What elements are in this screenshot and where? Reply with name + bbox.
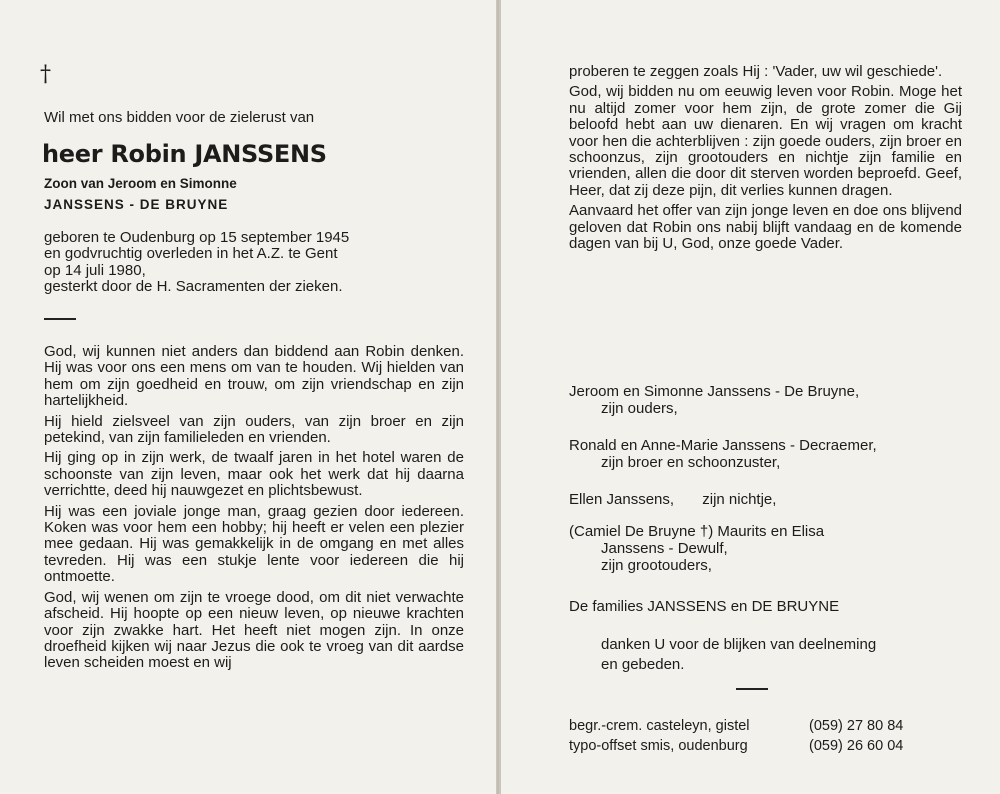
family-grandparents: [569, 523, 824, 574]
intro-line: Wil met ons bidden voor de zielerust van: [44, 109, 315, 126]
grandparents-role: zijn grootouders,: [601, 557, 712, 574]
paragraph: proberen te zeggen zoals Hij : 'Vader, uw wil geschiede'.: [569, 63, 943, 80]
paragraph: Aanvaard het offer van zijn jonge leven en doe ons blijvend geloven dat Robin ons nabij blijft vandaag en de komende dagen van bij U, God, onze goede Vader.: [569, 202, 962, 253]
death-date-line: op 14 juli 1980,: [44, 261, 146, 279]
parents-role: zijn ouders,: [601, 400, 678, 417]
prayer-text: [44, 344, 464, 676]
imprint-row: [569, 736, 969, 756]
sacraments-line: gesterkt door de H. Sacramenten der zieken.: [44, 278, 343, 296]
parents-names: Jeroom en Simonne Janssens - De Bruyne,: [569, 383, 860, 400]
family-brother: [569, 437, 877, 471]
families-line: De families JANSSENS en DE BRUYNE: [569, 598, 840, 615]
birth-line: geboren te Oudenburg op 15 september 1945: [44, 229, 350, 246]
left-page: [0, 0, 497, 794]
paragraph: God, wij kunnen niet anders dan biddend aan Robin denken. Hij was voor ons een mens om van te houden. Wij hielden van hem om zijn goedheid en trouw, om zijn vriendschap en zijn hartelijkheid.: [44, 343, 464, 410]
paragraph: Hij was een joviale jonge man, graag gezien door iedereen. Koken was voor hem een hobby; hij heeft er velen een plezier mee gedaan. Hij was gemakkelijk in de omgang en met alles tevreden. Hij was een stukje lente voor iedereen die hij ontmoette.: [44, 502, 464, 586]
niece-role: zijn nichtje,: [702, 491, 777, 508]
birth-death-info: [44, 230, 464, 296]
grandparents-names-1: (Camiel De Bruyne †) Maurits en Elisa: [569, 523, 825, 540]
niece-name: Ellen Janssens,: [569, 491, 675, 508]
imprint-phone: (059) 26 60 04: [809, 738, 904, 754]
brother-role: zijn broer en schoonzuster,: [601, 454, 781, 471]
cross-icon: †: [40, 62, 51, 87]
imprint-row: [569, 716, 969, 736]
thanks-line-1: danken U voor de blijken van deelneming: [601, 636, 877, 653]
parents-surname: JANSSENS - DE BRUYNE: [44, 197, 229, 212]
deceased-name: heer Robin JANSSENS: [42, 140, 327, 168]
paragraph: Hij ging op in zijn werk, de twaalf jaren in het hotel waren de schoonste van zijn leven, maar ook het werk dat hij daarna verrichtte, deed hij nauwgezet en plichtsbewust.: [44, 449, 464, 500]
prayer-text-continued: [569, 64, 962, 256]
paragraph: Hij hield zielsveel van zijn ouders, van zijn broer en zijn petekind, van zijn familieleden en vrienden.: [44, 412, 464, 447]
imprint: [569, 716, 969, 756]
family-niece: [569, 491, 776, 508]
grandparents-names-2: Janssens - Dewulf,: [601, 540, 728, 557]
thanks-line-2: en gebeden.: [601, 656, 685, 673]
divider: [736, 688, 768, 690]
paragraph: God, wij bidden nu om eeuwig leven voor Robin. Moge het nu altijd zomer voor hem zijn, de grote zomer die Gij beloofd hebt aan uw dienaren. En wij vragen om kracht voor hen die achterblijven : zijn goede ouders, zijn broer en schoonzus, zijn grootouders en nichtje zijn familie en vrienden, allen die door dit sterven worden beproefd. Geef, Heer, dat zij deze pijn, dit verlies kunnen dragen.: [569, 83, 962, 199]
imprint-name: begr.-crem. casteleyn, gistel: [569, 718, 750, 734]
imprint-phone: (059) 27 80 84: [809, 718, 904, 734]
thanks-text: [601, 635, 981, 675]
paragraph: God, wij wenen om zijn te vroege dood, om dit niet verwachte afscheid. Hij hoopte op een nieuw leven, op nieuwe krachten voor zijn zwakke hart. Het heeft niet mogen zijn. In onze droefheid kijken wij naar Jezus die ook te vroeg van dit aardse leven scheiden moest en wij: [44, 588, 464, 672]
son-of-line: Zoon van Jeroom en Simonne: [44, 176, 237, 191]
death-line: en godvruchtig overleden in het A.Z. te Gent: [44, 245, 338, 263]
brother-names: Ronald en Anne-Marie Janssens - Decraemer,: [569, 437, 877, 454]
divider: [44, 318, 76, 320]
imprint-name: typo-offset smis, oudenburg: [569, 738, 748, 754]
family-parents: [569, 383, 859, 417]
